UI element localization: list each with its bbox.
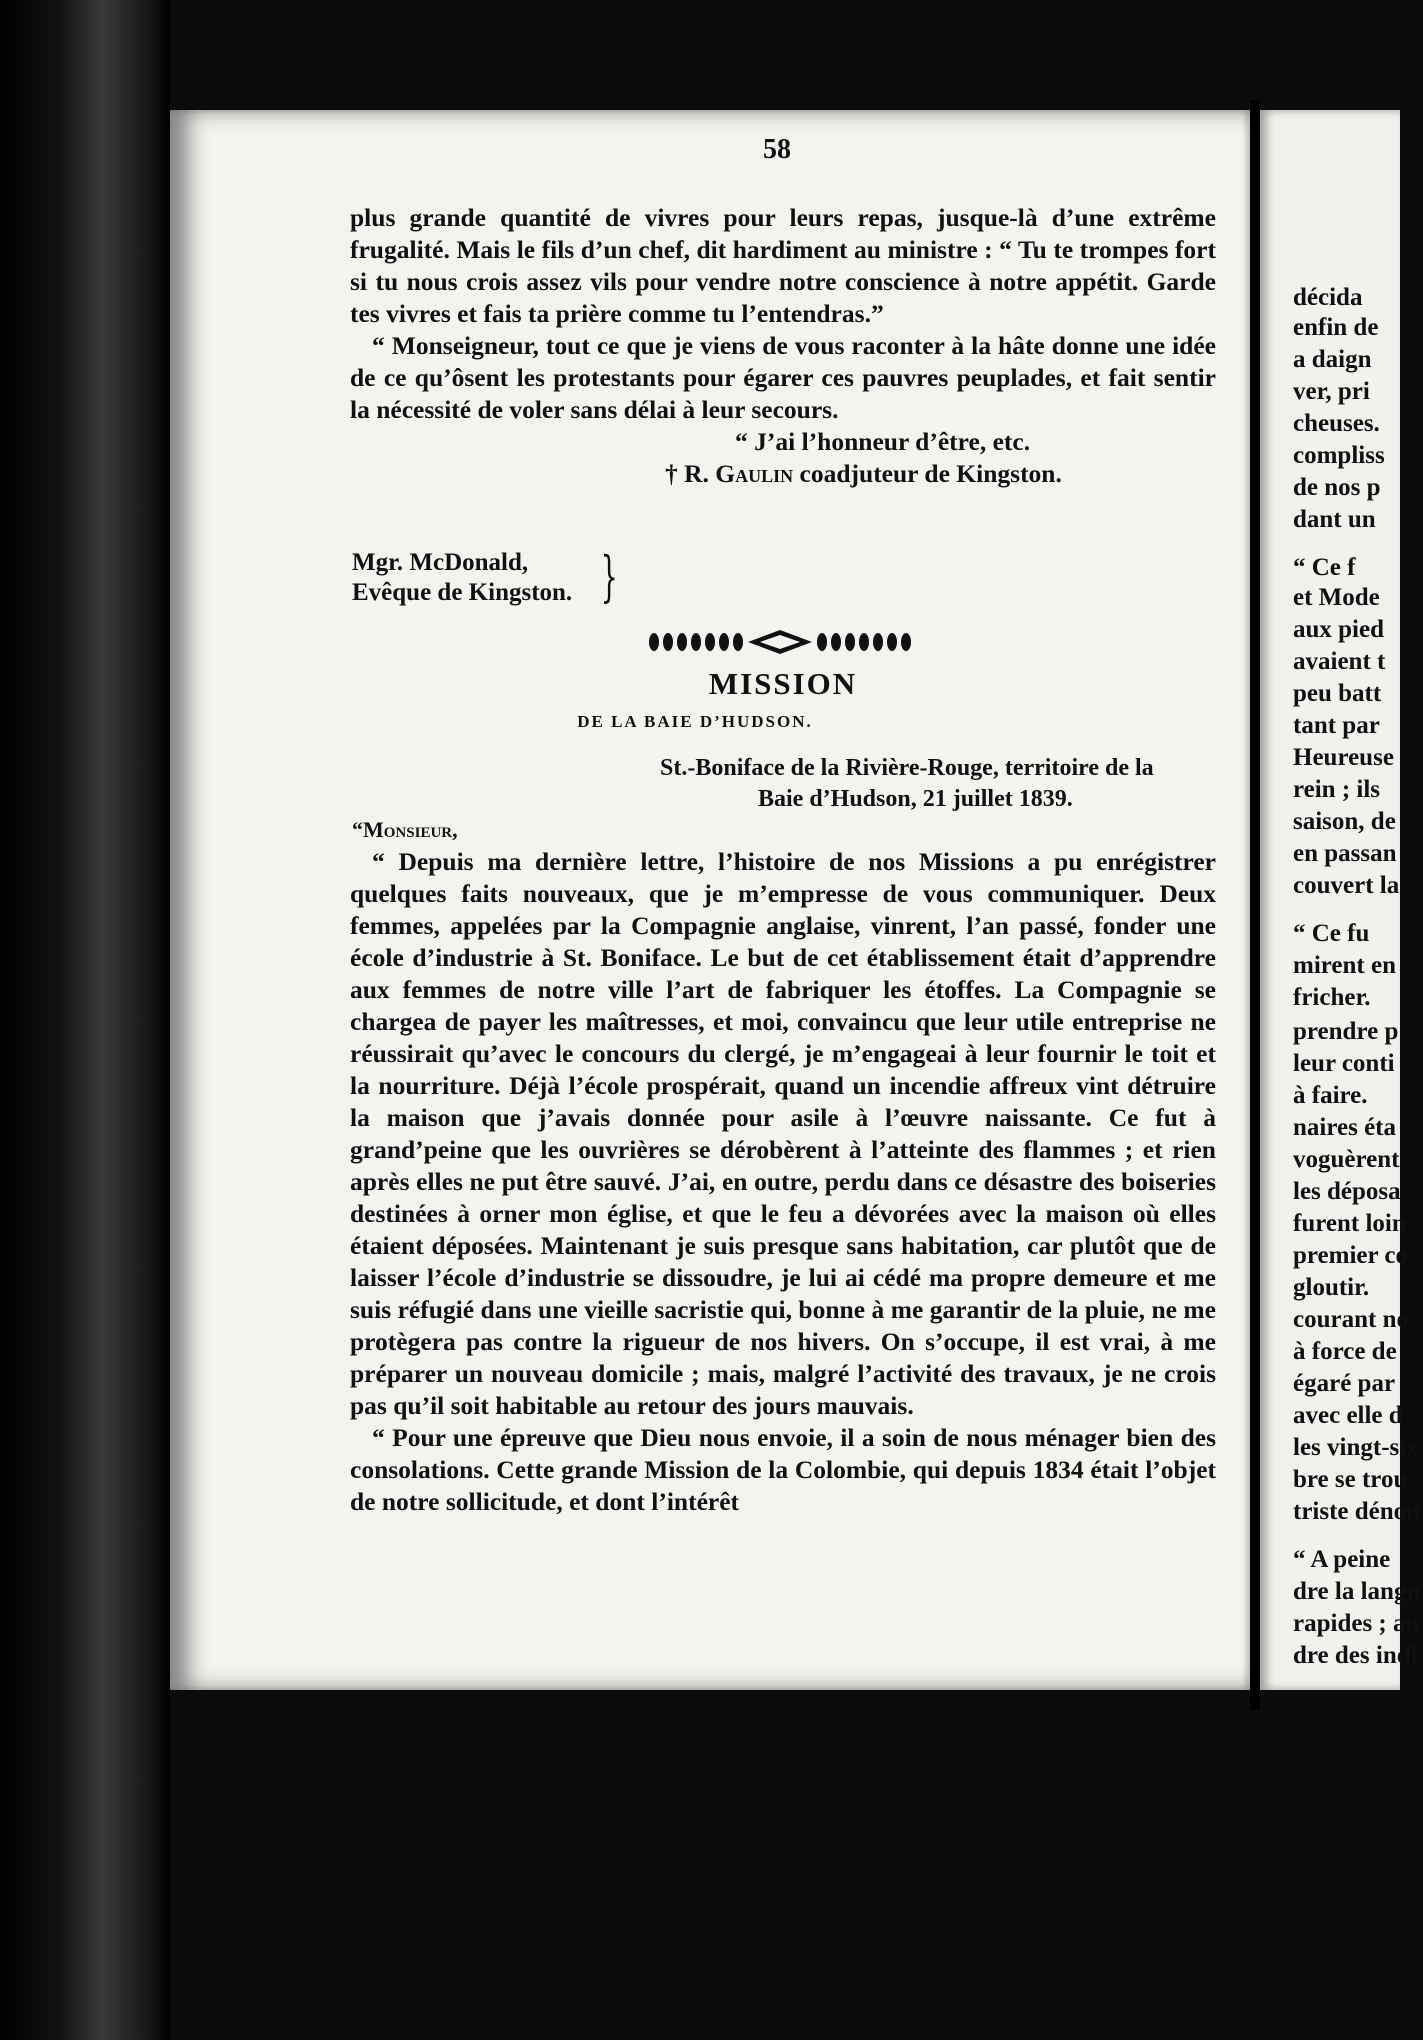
right-page-line: décida (1293, 284, 1363, 311)
right-page-line: naires éta (1293, 1114, 1396, 1141)
right-page-line: voguèrent (1293, 1146, 1400, 1173)
right-page-line: couvert la (1293, 872, 1400, 899)
right-page-line: rein ; ils (1293, 776, 1381, 803)
dateline-line: Baie d’Hudson, 21 juillet 1839. (758, 786, 1073, 812)
right-page-line: “ Ce fu (1293, 920, 1370, 947)
paragraph: “ Depuis ma dernière lettre, l’histoire de nos Missions a pu enrégistrer quelques faits nouveaux, que je m’empresse de vous communiquer. Deux femmes, appelées par la Compagnie anglaise, vinrent, l’an passé, fonder une école d’industrie à St. Boniface. Le but de cet établissement était d’apprendre aux femmes de notre ville l’art de fabriquer les étoffes. La Compagnie se chargea de payer les maîtresses, et moi, convaincu que leur utile entreprise ne réussirait qu’avec le concours du clergé, je m’engageai à leur fournir le toit et la nourriture. Déjà l’école prospérait, quand un incendie affreux vint détruire la maison que j’avais donnée pour asile à l’œuvre naissante. Ce fut à grand’peine que les ouvrières se dérobèrent à l’atteinte des flammes ; et rien après elles ne put être sauvé. J’ai, en outre, perdu dans ce désastre des boiseries destinées à orner mon église, et que le feu a dévorées avec la maison où elles étaient déposées. Maintenant je suis presque sans habitation, car plutôt que de laisser l’école d’industrie se dissoudre, je lui ai cédé ma propre demeure et me suis réfugié dans une vieille sacristie qui, bonne à me garantir de la pluie, ne me protègera pas contre la rigueur de nos hivers. On s’occupe, il est vrai, à me préparer un nouveau domicile ; mais, malgré l’activité des travaux, je ne crois pas qu’il soit habitable au retour des jours mauvais. (350, 847, 1216, 1420)
closing-line: “ J’ai l’honneur d’être, etc. (735, 427, 1031, 456)
top-text-block (350, 202, 1216, 490)
right-page-line: prendre p (1293, 1018, 1399, 1045)
right-page-line: avec elle d (1293, 1402, 1403, 1429)
right-page-line: cheuses. (1293, 410, 1380, 437)
book-spine (0, 0, 170, 2040)
section-title: MISSION (708, 666, 858, 701)
right-page-line: dre la langu (1293, 1578, 1421, 1605)
signature-suffix: coadjuteur de Kingston. (793, 459, 1062, 488)
right-page-line: “ Ce f (1293, 554, 1356, 581)
letter-body (350, 846, 1216, 1518)
ornament-divider (640, 628, 920, 656)
signature-prefix: † R. (665, 459, 716, 488)
signature-line (350, 458, 1216, 490)
right-page-line: a daign (1293, 346, 1372, 373)
page-gutter (1250, 100, 1260, 1710)
right-page-line: et Mode (1293, 584, 1380, 611)
right-page-line: courant no (1293, 1306, 1409, 1333)
right-page-line: rapides ; au (1293, 1610, 1420, 1637)
right-page-line: tant par (1293, 712, 1380, 739)
addressee-line: Mgr. McDonald, (352, 549, 529, 576)
addressee-block (352, 548, 572, 608)
addressee-line: Evêque de Kingston. (352, 579, 573, 606)
right-page-line: dre des indi (1293, 1642, 1418, 1669)
right-page-line: à force de (1293, 1338, 1397, 1365)
page-number: 58 (763, 134, 791, 165)
right-page-line: enfin de (1293, 314, 1379, 341)
right-page-line: avaient t (1293, 648, 1386, 675)
right-page-line: mirent en (1293, 952, 1396, 979)
paragraph: “ Monseigneur, tout ce que je viens de vous raconter à la hâte donne une idée de ce qu’ôsent les protestants pour égarer ces pauvres peuplades, et fait sentir la nécessité de voler sans délai à leur secours. (350, 331, 1216, 424)
right-page-line: dant un (1293, 506, 1376, 533)
right-page-line: saison, de (1293, 808, 1396, 835)
right-page-line: les déposa (1293, 1178, 1401, 1205)
right-page-line: leur conti (1293, 1050, 1395, 1077)
right-page-line: de nos p (1293, 474, 1381, 501)
right-page-line: les vingt-six (1293, 1434, 1419, 1461)
brace-glyph: } (600, 545, 618, 608)
signature-name: Gaulin (715, 459, 794, 488)
dateline-line: St.-Boniface de la Rivière-Rouge, territoire de la (660, 755, 1154, 781)
right-page-line: égaré par (1293, 1370, 1396, 1397)
right-page-line: fricher. (1293, 984, 1371, 1011)
right-page-line: ver, pri (1293, 378, 1370, 405)
right-page-line: bre se trou (1293, 1466, 1408, 1493)
right-page-line: triste dénou (1293, 1498, 1421, 1525)
right-page-line: furent loin (1293, 1210, 1406, 1237)
right-page-line: aux pied (1293, 616, 1385, 643)
right-page-line: à faire. (1293, 1082, 1368, 1109)
section-subtitle: DE LA BAIE D’HUDSON. (577, 712, 813, 731)
right-page-line: Heureuse (1293, 744, 1394, 771)
dateline (660, 753, 1216, 815)
right-page-line: “ A peine (1293, 1546, 1391, 1573)
paragraph: plus grande quantité de vivres pour leurs repas, jusque-là d’une extrême frugalité. Mais le fils d’un chef, dit hardiment au ministre : “ Tu te trompes fort si tu nous crois assez vils pour vendre notre conscience à notre appétit. Garde tes vivres et fais ta prière comme tu l’entendras.” (350, 203, 1216, 328)
right-page-line: compliss (1293, 442, 1385, 469)
paragraph: “ Pour une épreuve que Dieu nous envoie, il a soin de nous ménager bien des consolations. Cette grande Mission de la Colombie, qui depuis 1834 était l’objet de notre sollicitude, et dont l’intérêt (350, 1423, 1216, 1516)
right-page-line: en passan (1293, 840, 1397, 867)
right-page-line: premier co (1293, 1242, 1409, 1269)
right-page-line: peu batt (1293, 680, 1382, 707)
salutation: “Monsieur, (352, 817, 458, 842)
right-page-line: gloutir. (1293, 1274, 1370, 1301)
